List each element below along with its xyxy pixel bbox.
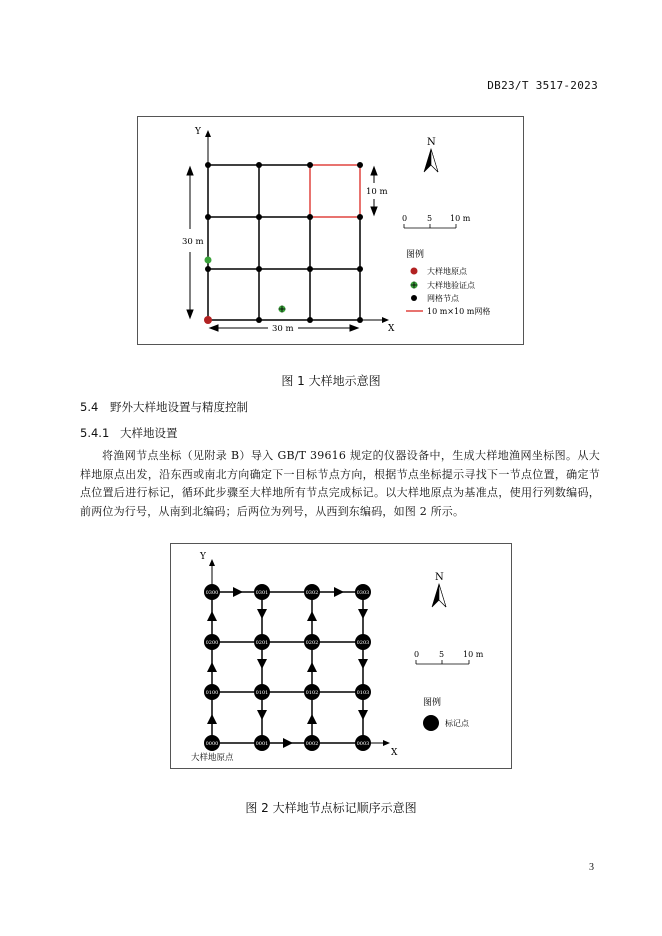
arrow-east [334, 587, 344, 597]
figure-1-svg [138, 117, 523, 344]
node-code: 0203 [356, 640, 370, 646]
node-code: 0003 [356, 741, 370, 747]
legend-origin-swatch [411, 268, 418, 275]
node-code: 0202 [305, 640, 319, 646]
marker-nodes [204, 584, 371, 751]
scale-bar [404, 224, 456, 228]
node-code: 0100 [205, 690, 219, 696]
node-code: 0303 [356, 590, 370, 596]
arrow-south [358, 609, 368, 619]
arrow-north [207, 662, 217, 672]
page-number: 3 [589, 862, 594, 873]
node-code: 0101 [255, 690, 269, 696]
scale-label-10: 10 m [463, 650, 484, 659]
scale-label-0: 0 [402, 214, 408, 223]
arrow-south [257, 659, 267, 669]
scale-label-10: 10 m [450, 214, 471, 223]
figure-1-caption: 图 1 大样地示意图 [281, 374, 381, 388]
scale-label-0: 0 [414, 650, 420, 659]
highlight-grid-cell [310, 165, 360, 217]
figure-1-sample-plot-diagram [137, 116, 524, 345]
document-id: DB23/T 3517-2023 [487, 79, 598, 92]
node-code: 0002 [305, 741, 319, 747]
scale-label-5: 5 [439, 650, 445, 659]
north-label: N [435, 572, 444, 583]
arrow-north [207, 611, 217, 621]
body-paragraph: 将渔网节点坐标（见附录 B）导入 GB/T 39616 规定的仪器设备中，生成大样地渔网坐标图。从大样地原点出发，沿东西或南北方向确定下一目标节点方向，根据节点坐标提示寻找下一节点位置，确定节点位置后进行标记，循环此步骤至大样地所有节点完成标记。以大样地原点为基准点，使用行列数编码，前两位为行号，从南到北编码；后两位为列号，从西到东编码，如图 2 所示。 [80, 449, 600, 518]
legend-marker-label: 标记点 [445, 719, 469, 728]
arrow-south [257, 609, 267, 619]
section-title: 野外大样地设置与精度控制 [110, 400, 248, 414]
legend-marker-swatch [423, 715, 439, 731]
grid-nodes [205, 162, 363, 323]
section-title: 大样地设置 [120, 426, 178, 440]
origin-point [204, 316, 212, 324]
arrow-east [283, 738, 293, 748]
figure-2-marking-order-diagram [170, 543, 512, 769]
dimension-vertical-label: 30 m [182, 237, 204, 247]
node-code: 0300 [205, 590, 219, 596]
legend-origin-label: 大样地原点 [427, 267, 467, 276]
dimension-horizontal-label: 30 m [272, 324, 294, 334]
scale-bar [416, 660, 469, 664]
legend-grid-label: 10 m×10 m网格 [427, 307, 491, 316]
arrow-north [307, 611, 317, 621]
section-number: 5.4 [80, 400, 99, 414]
x-axis-label: X [388, 324, 395, 334]
dimension-cell-label: 10 m [366, 187, 388, 197]
node-code: 0201 [255, 640, 269, 646]
section-number: 5.4.1 [80, 426, 110, 440]
legend-title: 图例 [423, 698, 442, 708]
verification-point [205, 257, 286, 313]
node-code: 0302 [305, 590, 319, 596]
grid-lines [208, 165, 360, 320]
arrow-east [233, 587, 243, 597]
x-axis-label: X [391, 748, 398, 758]
direction-arrows [207, 587, 368, 748]
y-axis-label: Y [200, 552, 206, 562]
arrow-north [307, 662, 317, 672]
scale-label-5: 5 [427, 214, 433, 223]
origin-label: 大样地原点 [191, 753, 234, 763]
north-label: N [427, 137, 436, 148]
figure-2-svg [171, 544, 511, 768]
arrow-south [257, 710, 267, 720]
arrow-south [358, 710, 368, 720]
node-code: 0001 [255, 741, 269, 747]
node-code: 0200 [205, 640, 219, 646]
grid-lines [212, 592, 363, 743]
arrow-north [307, 714, 317, 724]
legend-node-swatch [411, 295, 417, 301]
figure-2-caption: 图 2 大样地节点标记顺序示意图 [245, 801, 417, 815]
legend-verification-label: 大样地验证点 [427, 281, 475, 290]
legend-title: 图例 [406, 250, 425, 260]
legend-node-label: 网格节点 [427, 294, 459, 303]
arrow-north [207, 714, 217, 724]
y-axis-label: Y [195, 127, 201, 137]
node-code: 0301 [255, 590, 269, 596]
arrow-south [358, 659, 368, 669]
node-code: 0000 [205, 741, 219, 747]
section-5-4-heading [80, 399, 248, 415]
node-code: 0103 [356, 690, 370, 696]
node-code: 0102 [305, 690, 319, 696]
section-5-4-1-heading [80, 425, 178, 441]
